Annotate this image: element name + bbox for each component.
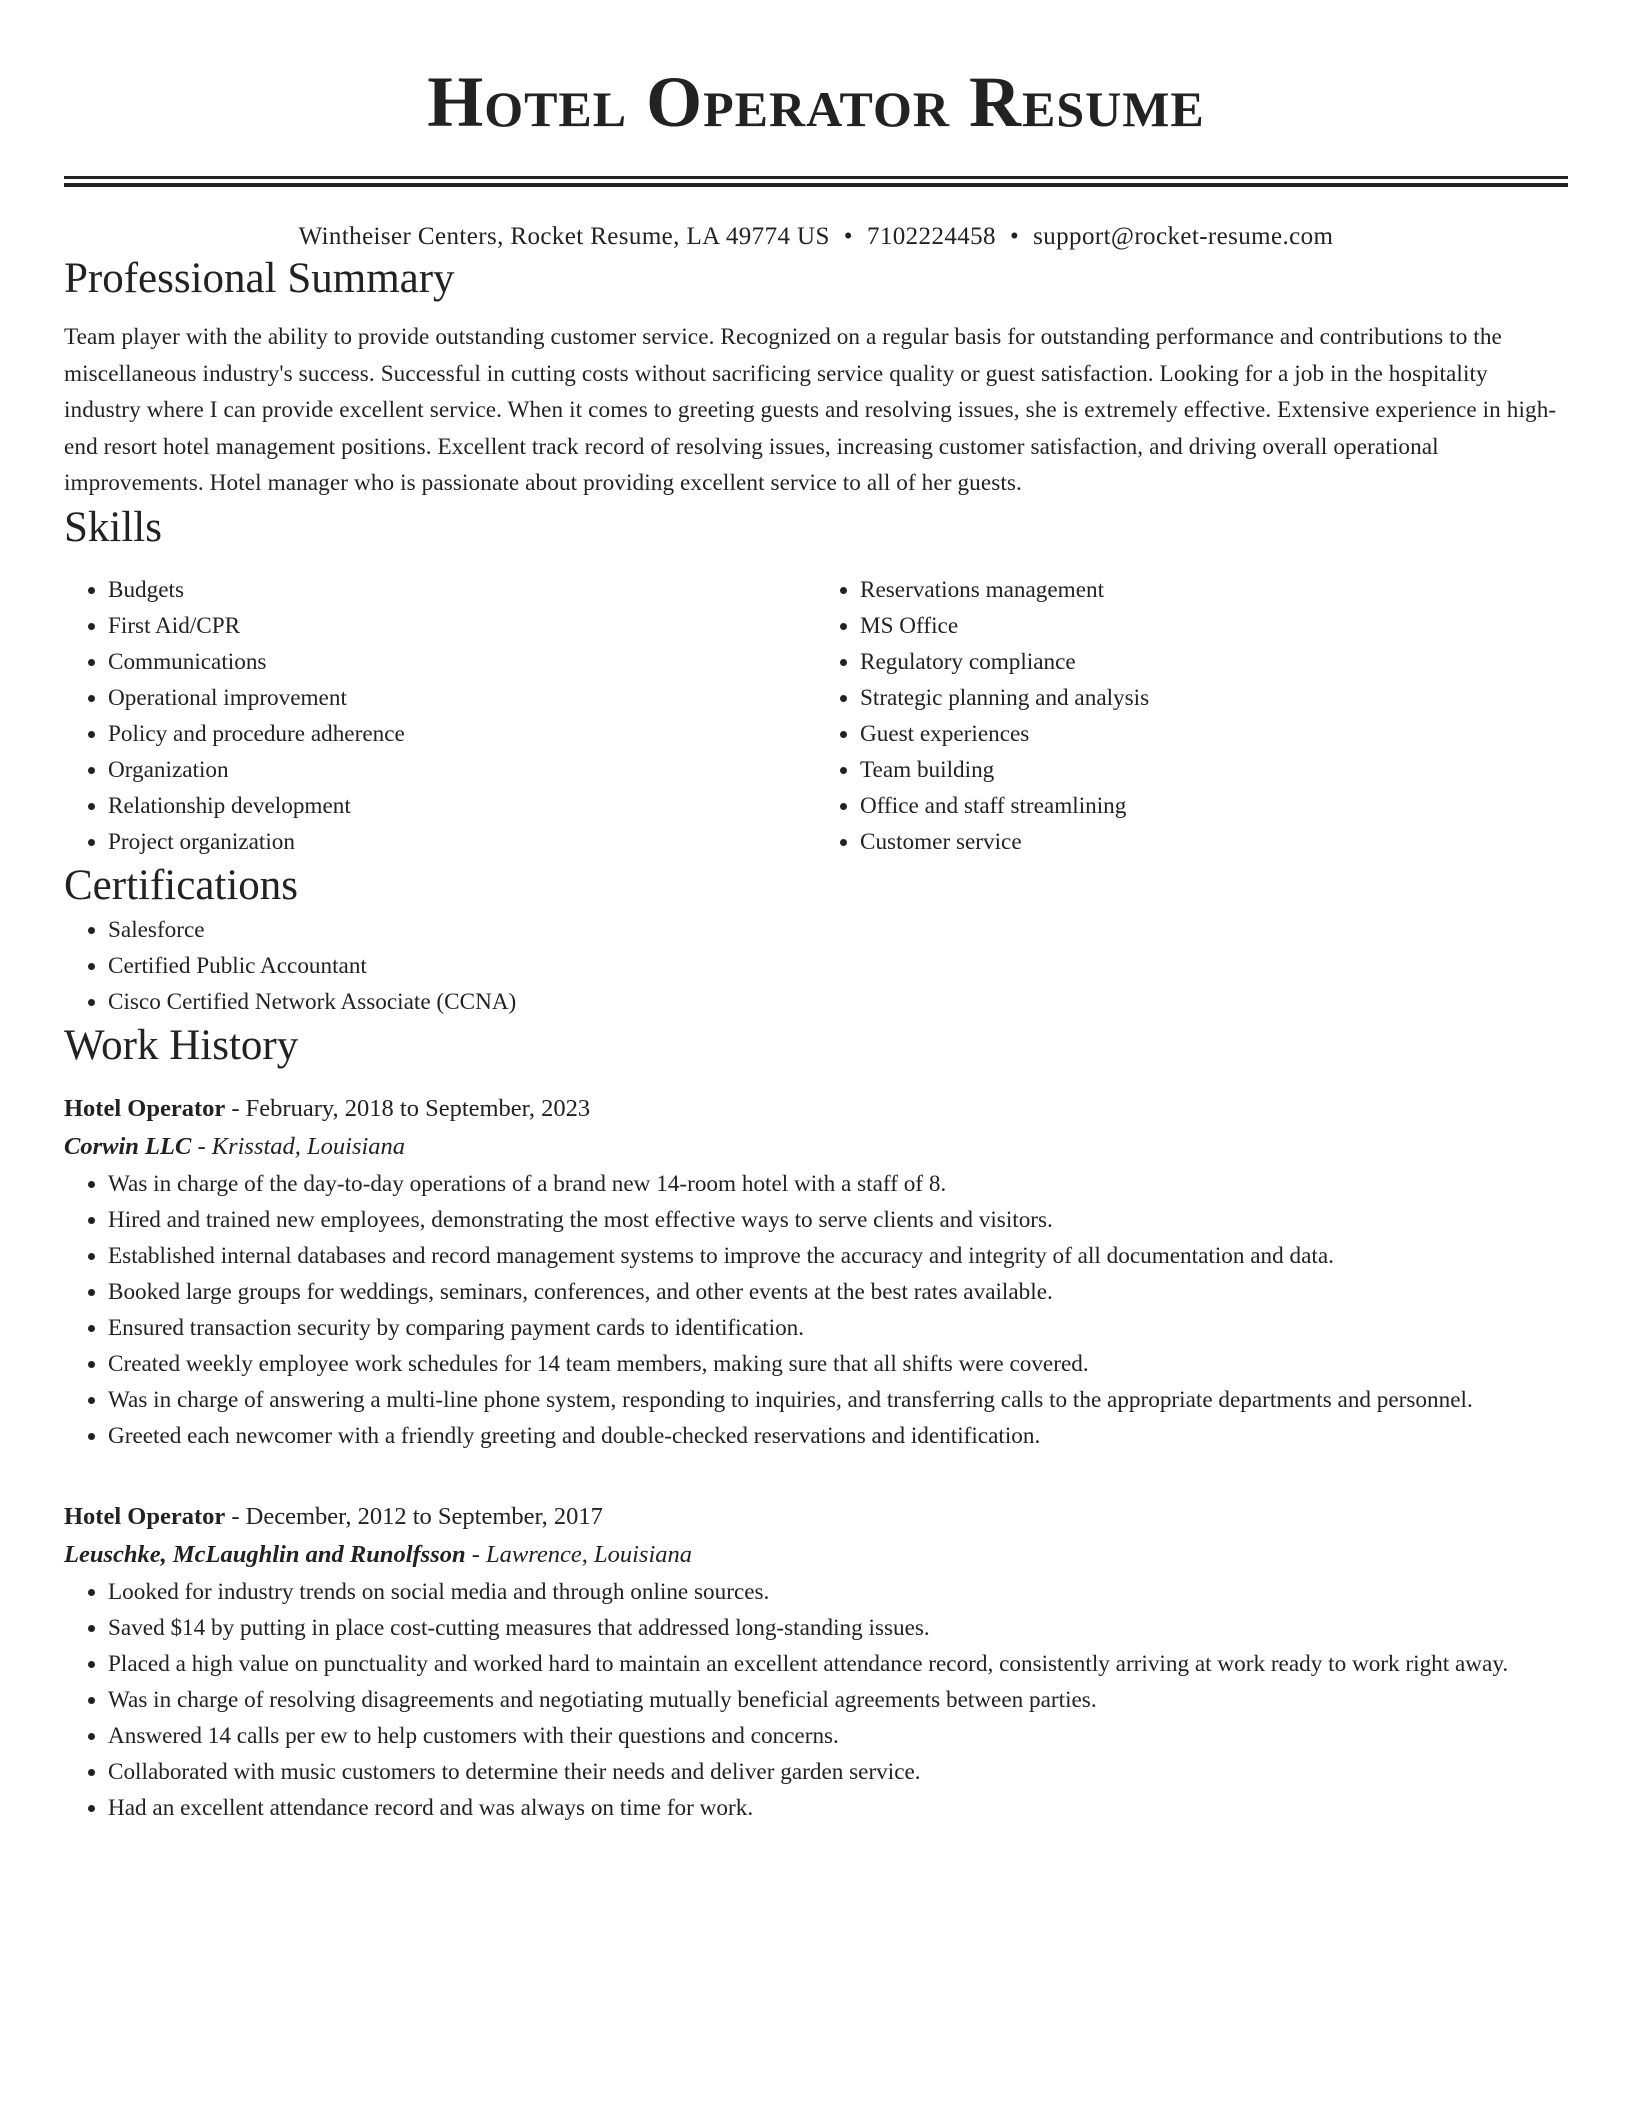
job-duty-item: • Hired and trained new employees, demonstrating the most effective ways to serve clients and visitors. bbox=[108, 1202, 1568, 1238]
job-duty-item: • Greeted each newcomer with a friendly greeting and double-checked reservations and identification. bbox=[108, 1418, 1568, 1454]
skill-item: • Policy and procedure adherence bbox=[108, 716, 816, 752]
contact-email: support@rocket-resume.com bbox=[1033, 223, 1334, 250]
contact-phone: 7102224458 bbox=[866, 223, 996, 250]
job-duty-item: • Collaborated with music customers to determine their needs and deliver garden service. bbox=[108, 1754, 1568, 1790]
certification-item: • Salesforce bbox=[108, 912, 1568, 948]
skill-item: • Guest experiences bbox=[860, 716, 1568, 752]
certifications-list bbox=[64, 912, 1568, 1020]
job-duty-item: • Saved $14 by putting in place cost-cutting measures that addressed long-standing issues. bbox=[108, 1610, 1568, 1646]
job-company: Leuschke, McLaughlin and Runolfsson bbox=[64, 1540, 466, 1568]
work-history-heading: Work History bbox=[64, 1021, 299, 1069]
skill-item: • Organization bbox=[108, 752, 816, 788]
job-title-line bbox=[64, 1090, 1568, 1128]
skill-item: • Operational improvement bbox=[108, 680, 816, 716]
job-duty-item: • Looked for industry trends on social media and through online sources. bbox=[108, 1574, 1568, 1610]
skill-item: • Reservations management bbox=[860, 572, 1568, 608]
job-location: - Krisstad, Louisiana bbox=[191, 1132, 406, 1160]
certifications-heading: Certifications bbox=[64, 861, 299, 909]
job-duty-item: • Was in charge of the day-to-day operations of a brand new 14-room hotel with a staff of 8. bbox=[108, 1166, 1568, 1202]
job-entry bbox=[64, 1090, 1568, 1454]
skill-item: • Communications bbox=[108, 644, 816, 680]
skills-list-right bbox=[816, 572, 1568, 860]
certification-item: • Cisco Certified Network Associate (CCNA) bbox=[108, 984, 1568, 1020]
resume-title: Hotel Operator Resume bbox=[427, 62, 1205, 142]
job-duty-item: • Created weekly employee work schedules for 14 team members, making sure that all shifts were covered. bbox=[108, 1346, 1568, 1382]
skill-item: • Office and staff streamlining bbox=[860, 788, 1568, 824]
job-duties-list bbox=[64, 1166, 1568, 1454]
job-duty-item: • Answered 14 calls per ew to help customers with their questions and concerns. bbox=[108, 1718, 1568, 1754]
skill-item: • Regulatory compliance bbox=[860, 644, 1568, 680]
job-duty-item: • Was in charge of resolving disagreements and negotiating mutually beneficial agreements between parties. bbox=[108, 1682, 1568, 1718]
job-title: Hotel Operator bbox=[64, 1094, 226, 1122]
job-duty-item: • Placed a high value on punctuality and worked hard to maintain an excellent attendance record, consistently arriving at work ready to work right away. bbox=[108, 1646, 1568, 1682]
skill-item: • Relationship development bbox=[108, 788, 816, 824]
summary-text: Team player with the ability to provide outstanding customer service. Recognized on a regular basis for outstanding performance and contributions to the miscellaneous industry's success. Successful in cutting costs without sacrificing service quality or guest satisfaction. Looking for a job in the hospitality industry where I can provide excellent service. When it comes to greeting guests and resolving issues, she is extremely effective. Extensive experience in high-end resort hotel management positions. Excellent track record of resolving issues, increasing customer satisfaction, and driving overall operational improvements. Hotel manager who is passionate about providing excellent service to all of her guests. bbox=[64, 324, 1557, 496]
job-entry bbox=[64, 1498, 1568, 1826]
skill-item: • Team building bbox=[860, 752, 1568, 788]
job-company-line bbox=[64, 1536, 1568, 1574]
contact-line bbox=[64, 221, 1568, 253]
job-title: Hotel Operator bbox=[64, 1502, 226, 1530]
contact-address: Wintheiser Centers, Rocket Resume, LA 49774 US bbox=[298, 223, 830, 250]
certification-item: • Certified Public Accountant bbox=[108, 948, 1568, 984]
contact-separator: • bbox=[843, 223, 853, 250]
title-double-rule bbox=[64, 176, 1568, 187]
skill-item: • Project organization bbox=[108, 824, 816, 860]
skill-item: • Strategic planning and analysis bbox=[860, 680, 1568, 716]
skill-item: • Budgets bbox=[108, 572, 816, 608]
skills-columns bbox=[64, 572, 1568, 860]
job-duties-list bbox=[64, 1574, 1568, 1826]
contact-separator: • bbox=[1009, 223, 1020, 250]
job-duty-item: • Booked large groups for weddings, seminars, conferences, and other events at the best rates available. bbox=[108, 1274, 1568, 1310]
job-duty-item: • Was in charge of answering a multi-line phone system, responding to inquiries, and transferring calls to the appropriate departments and personnel. bbox=[108, 1382, 1568, 1418]
skill-item: • First Aid/CPR bbox=[108, 608, 816, 644]
job-duty-item: • Had an excellent attendance record and was always on time for work. bbox=[108, 1790, 1568, 1826]
job-dates: - February, 2018 to September, 2023 bbox=[225, 1094, 591, 1122]
job-location: - Lawrence, Louisiana bbox=[465, 1540, 693, 1568]
job-company-line bbox=[64, 1128, 1568, 1166]
job-duty-item: • Ensured transaction security by comparing payment cards to identification. bbox=[108, 1310, 1568, 1346]
summary-heading: Professional Summary bbox=[64, 255, 455, 302]
job-dates: - December, 2012 to September, 2017 bbox=[225, 1502, 603, 1530]
job-duty-item: • Established internal databases and record management systems to improve the accuracy and integrity of all documentation and data. bbox=[108, 1238, 1568, 1274]
skills-heading: Skills bbox=[64, 503, 162, 551]
skill-item: • MS Office bbox=[860, 608, 1568, 644]
skills-list-left bbox=[64, 572, 816, 860]
job-title-line bbox=[64, 1498, 1568, 1536]
skill-item: • Customer service bbox=[860, 824, 1568, 860]
job-company: Corwin LLC bbox=[64, 1132, 192, 1160]
